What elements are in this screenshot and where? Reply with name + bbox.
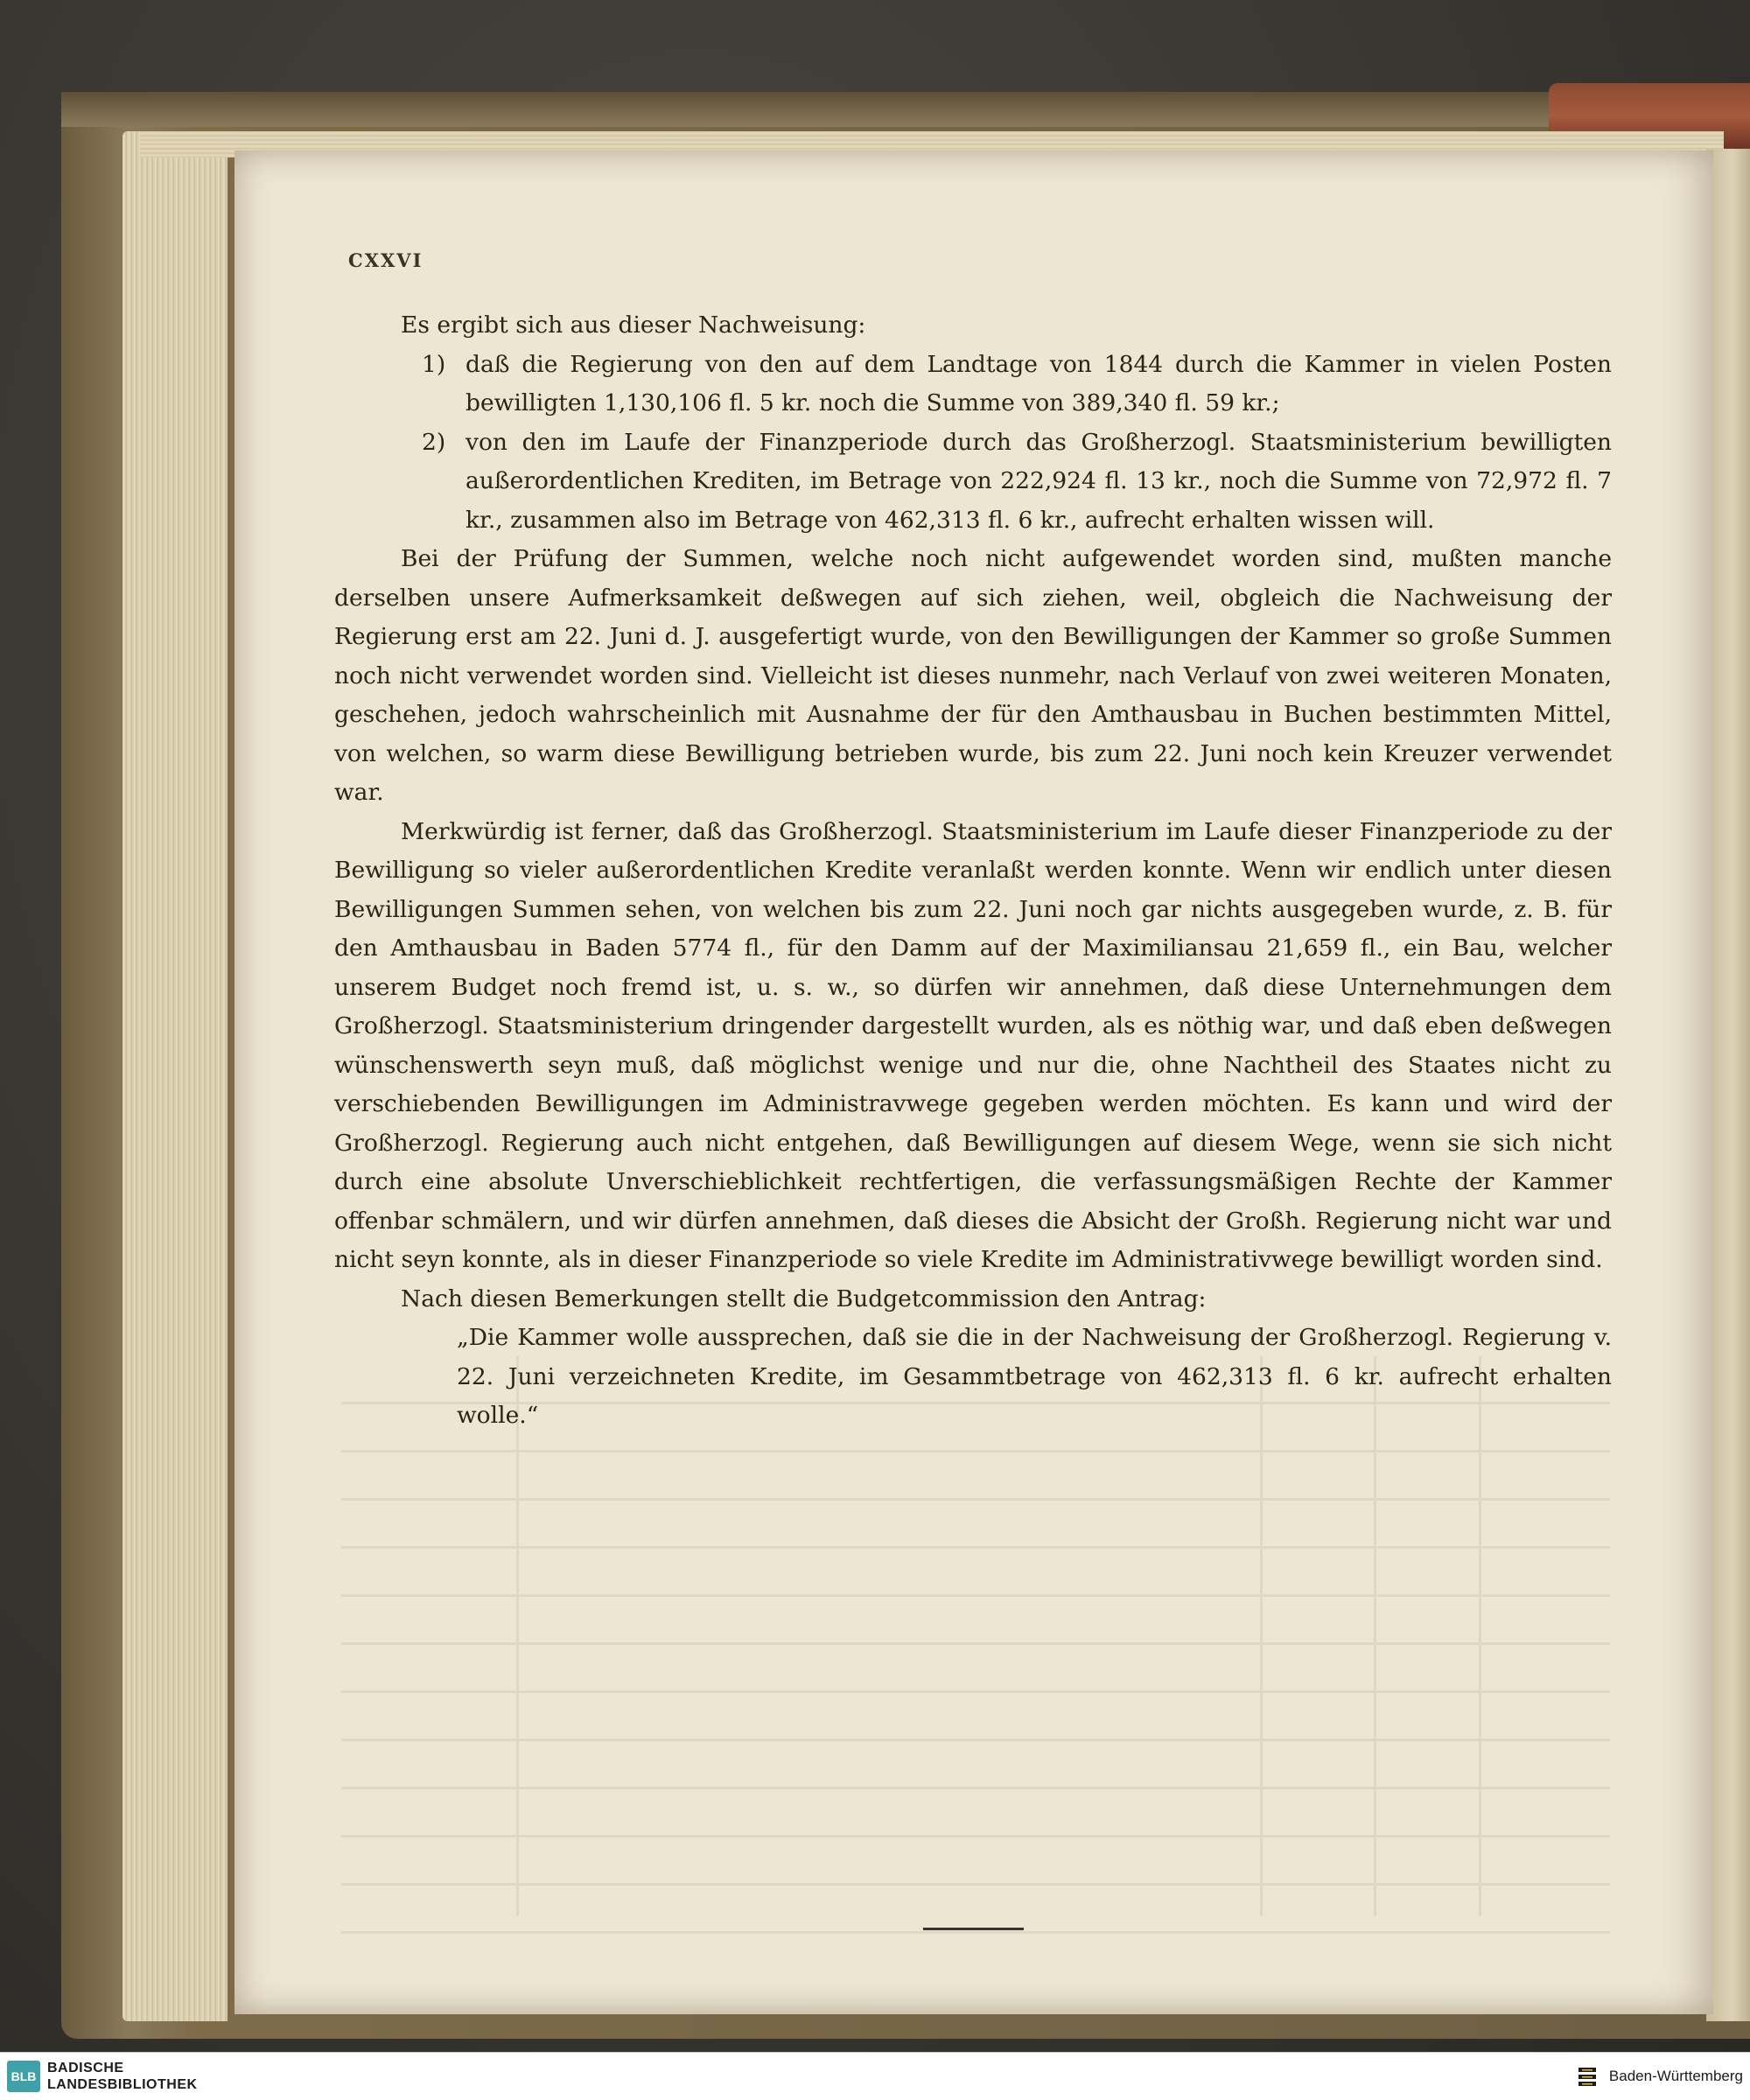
list-item-text: von den im Laufe der Finanzperiode durch das Großherzogl. Staatsministerium bewilligten außerordentlichen Krediten, im Betrage von 222,924 fl. 13 kr., noch die Summe von 72,972 fl. 7 kr., zusammen also im Betrage von 462,313 fl. 6 kr., aufrecht erhalten wissen will. xyxy=(466,428,1612,534)
page-number: CXXVI xyxy=(348,249,424,271)
paragraph: Nach diesen Bemerkungen stellt die Budgetcommission den Antrag: xyxy=(401,1284,1207,1312)
list-item xyxy=(334,424,1612,541)
intro-line: Es ergibt sich aus dieser Nachweisung: xyxy=(401,312,866,339)
book-cover-top xyxy=(61,92,1750,127)
page-text xyxy=(334,306,1612,1436)
bw-label: Baden-Württemberg xyxy=(1608,2068,1743,2084)
viewer-footer xyxy=(0,2052,1750,2100)
page-edges-left xyxy=(122,131,228,2021)
bw-logo[interactable] xyxy=(1577,2065,1743,2088)
blb-name-line1: BADISCHE xyxy=(47,2061,124,2076)
blb-logo[interactable]: BLB xyxy=(7,2061,40,2092)
paragraph: Merkwürdig ist ferner, daß das Großherzogl. Staatsministerium im Laufe dieser Finanzperiode zu der Bewilligung so vieler außerordentlichen Kredite veranlaßt werden konnte. Wenn wir endlich unter diesen Bewilligungen Summen sehen, von welchen bis zum 22. Juni noch gar nichts ausgegeben wurde, z. B. für den Amthausbau in Baden 5774 fl., für den Damm auf der Maximiliansau 21,659 fl., ein Bau, welcher unserem Budget noch fremd ist, u. s. w., so dürfen wir annehmen, daß diese Unternehmungen dem Großherzogl. Staatsministerium dringender dargestellt wurden, als es nöthig war, und daß eben deßwegen wünschenswerth seyn muß, daß möglichst wenige und nur die, ohne Nachtheil des Staates nicht zu verschiebenden Bewilligungen im Administravwege gegeben werden möchten. Es kann und wird der Großherzogl. Regierung auch nicht entgehen, daß Bewilligungen auf diesem Wege, wenn sie sich nicht durch eine absolute Unverschieblichkeit rechtfertigen, die verfassungsmäßigen Rechte der Kammer offenbar schmälern, und wir dürfen annehmen, daß dieses die Absicht der Großh. Regierung nicht war und nicht seyn konnte, als in dieser Finanzperiode so viele Kredite im Administrativwege bewilligt worden sind. xyxy=(334,817,1612,1273)
blb-name-line2: LANDESBIBLIOTHEK xyxy=(47,2077,198,2092)
lions-crest-icon xyxy=(1577,2065,1598,2088)
list-item xyxy=(334,346,1612,424)
show-through-table xyxy=(341,1356,1610,1916)
list-item-number: 2) xyxy=(422,428,446,456)
list-item-number: 1) xyxy=(422,350,446,378)
end-rule xyxy=(923,1928,1024,1930)
list-item-text: daß die Regierung von den auf dem Landtage von 1844 durch die Kammer in vielen Posten bewilligten 1,130,106 fl. 5 kr. noch die Summe von 389,340 fl. 59 kr.; xyxy=(466,350,1612,416)
motion-quote: „Die Kammer wolle aussprechen, daß sie die in der Nachweisung der Großherzogl. Regierung v. 22. Juni verzeichneten Kredite, im Gesammtbetrage von 462,313 fl. 6 kr. aufrecht erhalten wolle.“ xyxy=(457,1324,1612,1429)
blb-name[interactable] xyxy=(47,2060,198,2093)
paragraph: Bei der Prüfung der Summen, welche noch nicht aufgewendet worden sind, mußten manche derselben unsere Aufmerksamkeit deßwegen auf sich ziehen, weil, obgleich die Nachweisung der Regierung erst am 22. Juni d. J. ausgefertigt wurde, von den Bewilligungen der Kammer so große Summen noch nicht verwendet worden sind. Vielleicht ist dieses nunmehr, nach Verlauf von zwei weiteren Monaten, geschehen, jedoch wahrscheinlich mit Ausnahme der für den Amthausbau in Buchen bestimmten Mittel, von welchen, so warm diese Bewilligung betrieben wurde, bis zum 22. Juni noch kein Kreuzer verwendet war. xyxy=(334,545,1612,806)
